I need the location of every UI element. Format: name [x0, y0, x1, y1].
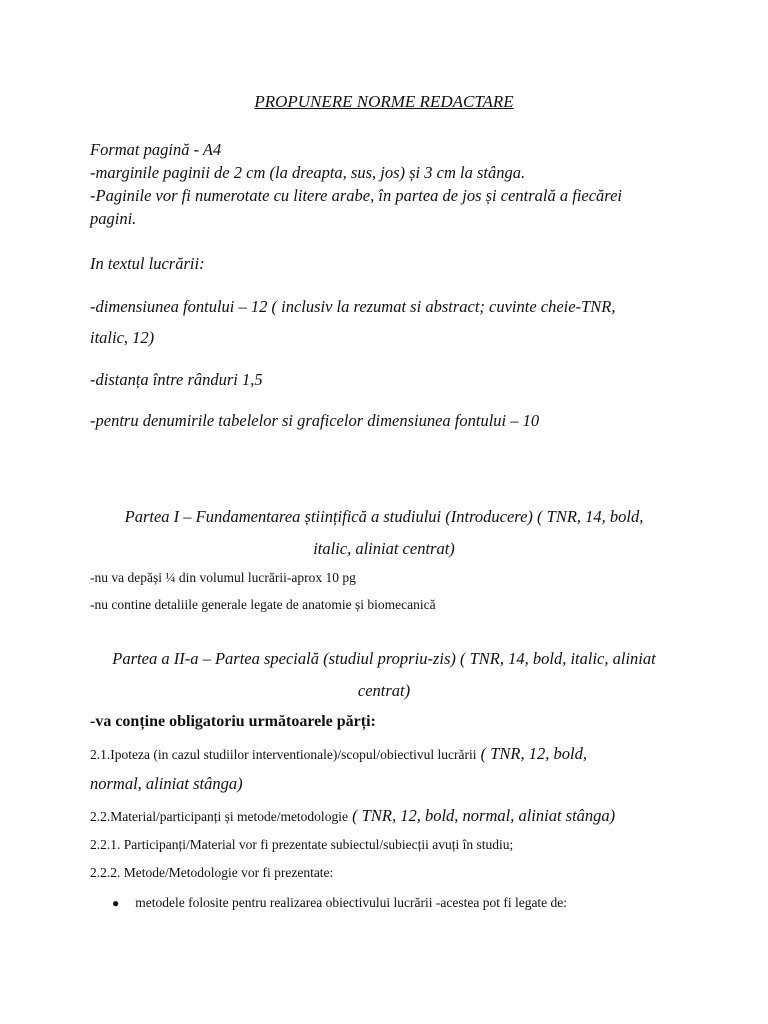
- numbering-line: -Paginile vor fi numerotate cu litere arabe, în partea de jos și centrală a fiecărei: [90, 186, 623, 205]
- line-spacing-rule: -distanța între rânduri 1,5: [90, 370, 263, 389]
- part2-required-parts: -va conține obligatoriu următoarele părți:: [90, 713, 376, 730]
- section-2-2-2: 2.2.2. Metode/Metodologie vor fi prezentate:: [90, 865, 334, 880]
- font-size-rule-cont: italic, 12): [90, 328, 155, 347]
- numbering-line-cont: pagini.: [90, 209, 137, 228]
- part2-heading: Partea a II-a – Partea specială (studiul propriu-zis) ( TNR, 14, bold, italic, aliniat: [112, 649, 656, 668]
- part2-heading-cont: centrat): [357, 681, 411, 700]
- font-size-rule: -dimensiunea fontului – 12 ( inclusiv la rezumat si abstract; cuvinte cheie-TNR,: [90, 297, 616, 316]
- section-2-2-text: 2.2.Material/participanți și metode/metodologie: [90, 809, 348, 824]
- section-2-1: [90, 744, 587, 764]
- part1-heading-cont: italic, aliniat centrat): [313, 539, 455, 558]
- section-2-1-style-cont: normal, aliniat stânga): [90, 774, 243, 793]
- part1-note: -nu va depăși ¼ din volumul lucrării-aprox 10 pg: [90, 570, 356, 585]
- bullet-list-item: [112, 894, 567, 912]
- format-line: Format pagină - A4: [90, 140, 222, 159]
- part1-heading: Partea I – Fundamentarea științifică a studiului (Introducere) ( TNR, 14, bold,: [124, 507, 644, 526]
- document-title: PROPUNERE NORME REDACTARE: [254, 92, 514, 111]
- part1-note: -nu contine detaliile generale legate de anatomie și biomecanică: [90, 597, 436, 612]
- section-2-1-text: 2.1.Ipoteza (in cazul studiilor interventionale)/scopul/obiectivul lucrării: [90, 747, 477, 762]
- section-2-2-1: 2.2.1. Participanți/Material vor fi prezentate subiectul/subiecții avuți în studiu;: [90, 837, 514, 852]
- bullet-text: metodele folosite pentru realizarea obiectivului lucrării -acestea pot fi legate de:: [135, 895, 568, 910]
- text-rules-heading: In textul lucrării:: [90, 254, 205, 273]
- section-2-1-style: ( TNR, 12, bold,: [476, 744, 587, 763]
- section-2-2: [90, 806, 615, 826]
- margins-line: -marginile paginii de 2 cm (la dreapta, sus, jos) și 3 cm la stânga.: [90, 163, 526, 182]
- bullet-icon: ●: [112, 896, 120, 910]
- table-caption-rule: -pentru denumirile tabelelor si graficelor dimensiunea fontului – 10: [90, 411, 540, 430]
- section-2-2-style: ( TNR, 12, bold, normal, aliniat stânga): [347, 806, 616, 825]
